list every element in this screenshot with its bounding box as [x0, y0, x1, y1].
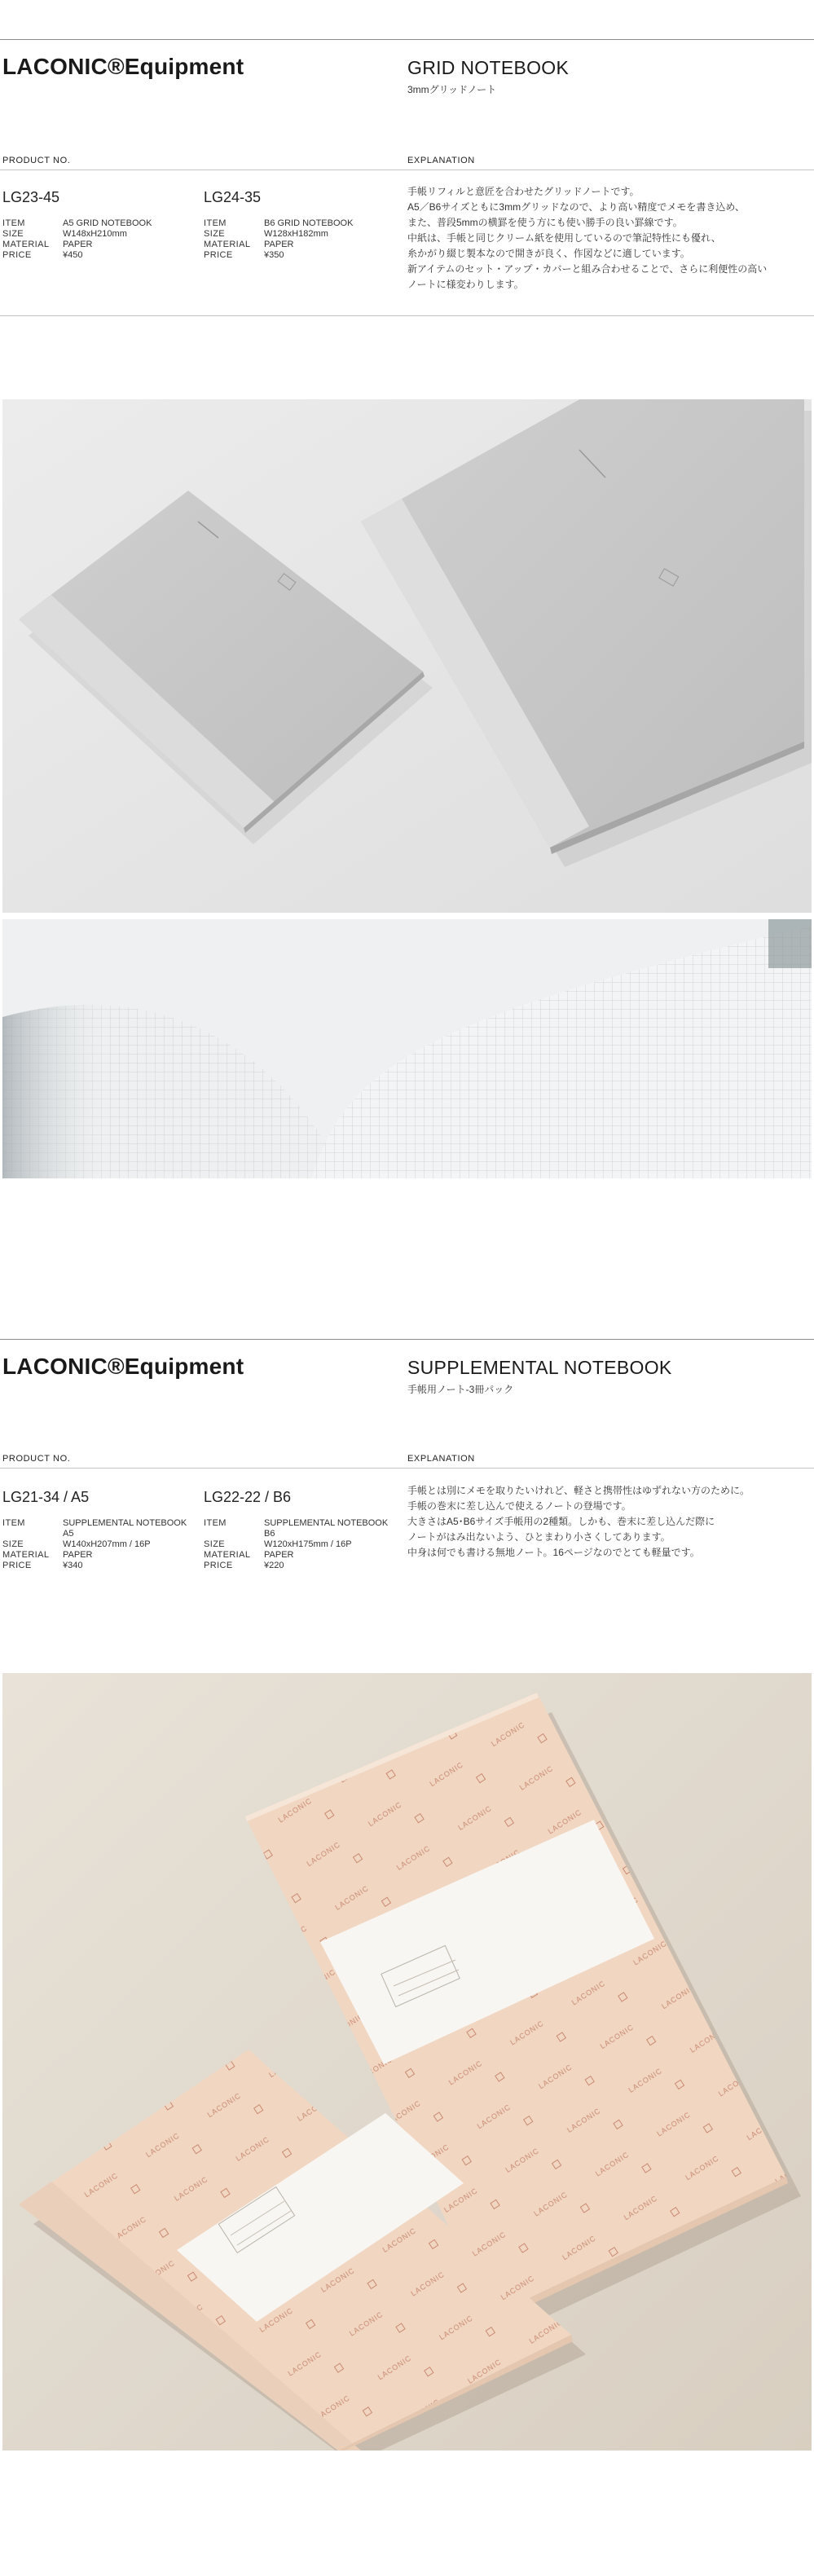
- spec-value: A5 GRID NOTEBOOK: [63, 218, 152, 228]
- spec-row: [2, 1550, 209, 1561]
- spec-value: W148xH210mm: [63, 229, 127, 239]
- spec-key: ITEM: [2, 1518, 25, 1528]
- spec-value: ¥450: [63, 250, 83, 260]
- spec-key: MATERIAL: [2, 1550, 50, 1560]
- spec-value: W140xH207mm / 16P: [63, 1539, 151, 1549]
- spec-row: [2, 240, 209, 250]
- product-title: GRID NOTEBOOK: [407, 57, 570, 78]
- spec-key: MATERIAL: [2, 240, 50, 249]
- spec-key: PRICE: [204, 250, 233, 260]
- spec-value: PAPER: [264, 240, 294, 249]
- spec-value: PAPER: [264, 1550, 294, 1560]
- product-code: LG24-35: [204, 189, 262, 205]
- spec-list: [204, 1518, 411, 1571]
- explanation-text: [407, 184, 807, 293]
- spec-value: ¥350: [264, 250, 284, 260]
- explanation-line: 大きさはA5･B6サイズ手帳用の2種類。しかも、巻末に差し込んだ際に: [407, 1516, 715, 1527]
- spec-key: MATERIAL: [204, 240, 251, 249]
- spec-key: [2, 1529, 63, 1539]
- label-rule: [0, 1468, 814, 1469]
- spec-key: PRICE: [204, 1561, 233, 1570]
- explanation-line: 中紙は、手帳と同じクリーム紙を使用しているので筆記特性にも優れ、: [407, 232, 721, 244]
- spec-value: ¥220: [264, 1561, 284, 1570]
- spec-value: SUPPLEMENTAL NOTEBOOK: [63, 1518, 187, 1528]
- explanation-label: EXPLANATION: [407, 1454, 475, 1464]
- spec-row: [204, 1561, 411, 1571]
- spec-list: [2, 218, 209, 261]
- supplemental-illustration: [2, 1673, 812, 2451]
- spec-key: PRICE: [2, 1561, 32, 1570]
- spec-row: [2, 1529, 209, 1539]
- explanation-text: [407, 1483, 807, 1561]
- brand-title: LACONIC®Equipment: [2, 54, 244, 79]
- explanation-line: 手帳とは別にメモを取りたいけれど、軽さと携帯性はゆずれない方のために。: [407, 1485, 750, 1496]
- spec-row: [204, 1518, 411, 1529]
- brand-title: LACONIC®Equipment: [2, 1354, 244, 1379]
- notebooks-illustration: [2, 399, 812, 913]
- top-rule: [0, 39, 814, 40]
- product-code: LG21-34 / A5: [2, 1489, 90, 1505]
- grid-page-illustration: [2, 919, 812, 1178]
- spec-row: [204, 229, 411, 240]
- spec-row: [204, 1550, 411, 1561]
- spec-row: [2, 250, 209, 261]
- spec-value: PAPER: [63, 240, 93, 249]
- product-photo-supplemental-notebooks: [2, 1673, 812, 2451]
- product-no-label: PRODUCT NO.: [2, 1454, 71, 1464]
- spec-key: SIZE: [204, 229, 226, 239]
- spec-list: [2, 1518, 209, 1571]
- spec-value: PAPER: [63, 1550, 93, 1560]
- spec-row: [2, 1561, 209, 1571]
- spec-key: MATERIAL: [204, 1550, 251, 1560]
- spec-row: [204, 240, 411, 250]
- spec-value: SUPPLEMENTAL NOTEBOOK: [264, 1518, 389, 1528]
- explanation-line: ノートがはみ出ないよう、ひとまわり小さくしてあります。: [407, 1531, 671, 1543]
- spec-key: SIZE: [2, 1539, 24, 1549]
- spec-key: SIZE: [204, 1539, 226, 1549]
- spec-row: [2, 229, 209, 240]
- explanation-line: 手帳の巻末に差し込んで使えるノートの登場です。: [407, 1500, 631, 1512]
- explanation-label: EXPLANATION: [407, 156, 475, 165]
- explanation-line: 手帳リフィルと意匠を合わせたグリッドノートです。: [407, 186, 640, 197]
- product-title: SUPPLEMENTAL NOTEBOOK: [407, 1357, 672, 1378]
- product-no-label: PRODUCT NO.: [2, 156, 71, 165]
- explanation-line: 中身は何でも書ける無地ノート。16ページなのでとても軽量です。: [407, 1547, 700, 1558]
- spec-key: [204, 1529, 264, 1539]
- explanation-line: A5／B6サイズともに3mmグリッドなので、より高い精度でメモを書き込め、: [407, 201, 745, 213]
- spec-value: B6: [264, 1529, 275, 1539]
- spec-key: ITEM: [2, 218, 25, 228]
- spec-row: [2, 1518, 209, 1529]
- product-photo-grid-page: [2, 919, 812, 1178]
- explanation-line: ノートに様変わりします。: [407, 279, 524, 290]
- spec-row: [2, 1539, 209, 1550]
- spec-key: ITEM: [204, 1518, 227, 1528]
- spec-row: [204, 1539, 411, 1550]
- spec-key: SIZE: [2, 229, 24, 239]
- spec-row: [204, 1529, 411, 1539]
- spec-key: ITEM: [204, 218, 227, 228]
- explanation-line: 新アイテムのセット・アップ・カバーと組み合わせることで、さらに利便性の高い: [407, 263, 768, 275]
- product-subtitle: 手帳用ノート-3冊パック: [407, 1384, 514, 1395]
- spec-row: [204, 218, 411, 229]
- spec-value: ¥340: [63, 1561, 83, 1570]
- product-photo-grid-notebooks: [2, 399, 812, 913]
- spec-row: [2, 218, 209, 229]
- spec-key: PRICE: [2, 250, 32, 260]
- spec-list: [204, 218, 411, 261]
- product-subtitle: 3mmグリッドノート: [407, 84, 497, 95]
- spec-value: B6 GRID NOTEBOOK: [264, 218, 354, 228]
- product-code: LG23-45: [2, 189, 60, 205]
- product-code: LG22-22 / B6: [204, 1489, 292, 1505]
- spec-value: W120xH175mm / 16P: [264, 1539, 352, 1549]
- explanation-line: 糸かがり綴じ製本なので開きが良く、作図などに適しています。: [407, 248, 690, 259]
- spec-value: W128xH182mm: [264, 229, 328, 239]
- spec-value: A5: [63, 1529, 74, 1539]
- top-rule: [0, 1339, 814, 1340]
- explanation-line: また、普段5mmの横罫を使う方にも使い勝手の良い罫線です。: [407, 217, 683, 228]
- spec-row: [204, 250, 411, 261]
- section-end-rule: [0, 315, 814, 316]
